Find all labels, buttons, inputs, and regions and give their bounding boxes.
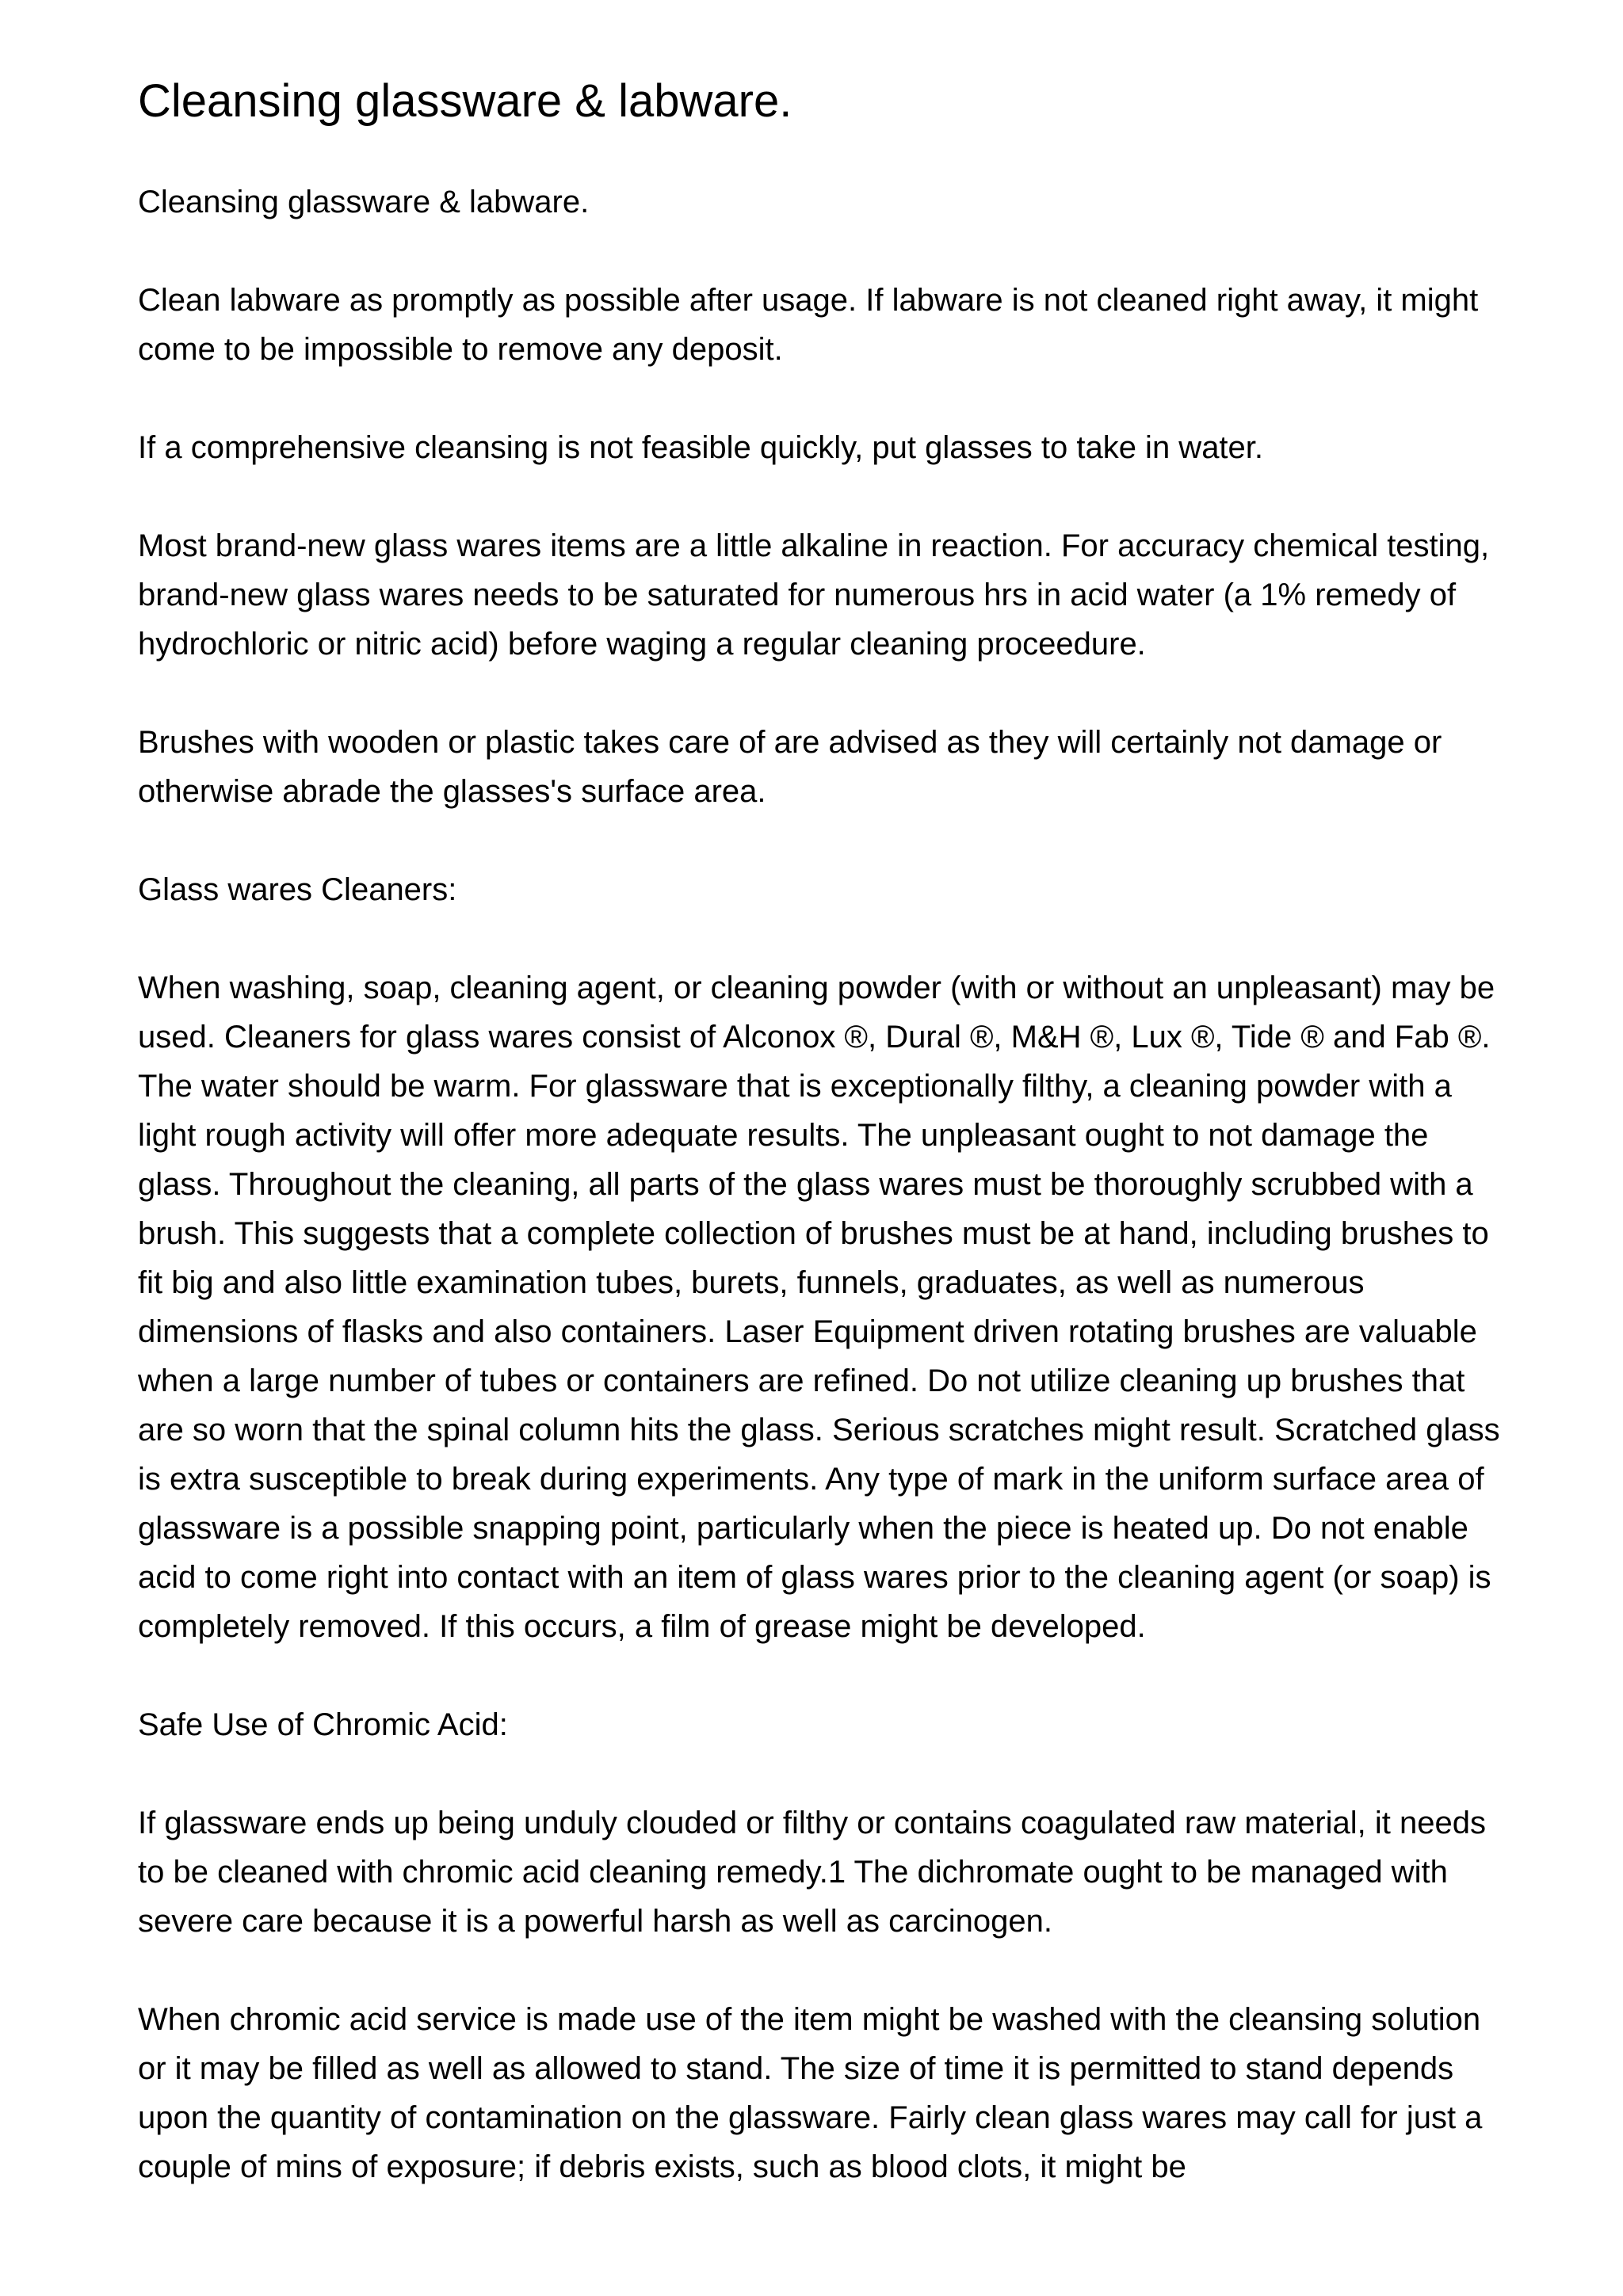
paragraph-intro: Cleansing glassware & labware. [138,185,590,219]
paragraph-chromic-service: When chromic acid service is made use of the item might be washed with the cleansing solution or it may be filled as well as allowed to stand. The size of time it is permitted to stand depends upon the quantity of contamination on the glassware. Fairly clean glass wares may call for just a couple of mins of exposure; if debris exists, such as blood clots, it might be [138,2002,1483,2184]
paragraph-soak: If a comprehensive cleansing is not feasible quickly, put glasses to take in water. [138,430,1264,465]
paragraph-brushes: Brushes with wooden or plastic takes care of are advised as they will certainly not damage or otherwise abrade the glasses's surface area. [138,725,1442,809]
paragraph-cleaners: When washing, soap, cleaning agent, or cleaning powder (with or without an unpleasant) may be used. Cleaners for glass wares consist of Alconox ®, Dural ®, M&H ®, Lux ®, Tide ® and Fab ®. The water should be warm. For glassware that is exceptionally filthy, a cleaning powder with a light rough activity will offer more adequate results. The unpleasant ought to not damage the glass. Throughout the cleaning, all parts of the glass wares must be thoroughly scrubbed with a brush. This suggests that a complete collection of brushes must be at hand, including brushes to fit big and also little examination tubes, burets, funnels, graduates, as well as numerous dimensions of flasks and also containers. Laser Equipment driven rotating brushes are valuable when a large number of tubes or containers are refined. Do not utilize cleaning up brushes that are so worn that the spinal column hits the glass. Serious scratches might result. Scratched glass is extra susceptible to break during experiments. Any type of mark in the uniform surface area of glassware is a possible snapping point, particularly when the piece is heated up. Do not enable acid to come right into contact with an item of glass wares prior to the cleaning agent (or soap) is completely removed. If this occurs, a film of grease might be developed. [138,971,1500,1644]
section-heading-cleaners: Glass wares Cleaners: [138,872,457,907]
paragraph-clean-promptly: Clean labware as promptly as possible after usage. If labware is not cleaned right away, it might come to be impossible to remove any deposit. [138,283,1479,367]
section-heading-chromic-acid: Safe Use of Chromic Acid: [138,1707,508,1742]
paragraph-new-glassware: Most brand-new glass wares items are a little alkaline in reaction. For accuracy chemical testing, brand-new glass wares needs to be saturated for numerous hrs in acid water (a 1% remedy of hydrochloric or nitric acid) before waging a regular cleaning proceedure. [138,528,1490,662]
document-body [138,73,1501,2191]
document-title: Cleansing glassware & labware. [138,75,792,127]
paragraph-chromic-acid: If glassware ends up being unduly clouded or filthy or contains coagulated raw material, it needs to be cleaned with chromic acid cleaning remedy.1 The dichromate ought to be managed with severe care because it is a powerful harsh as well as carcinogen. [138,1806,1486,1939]
